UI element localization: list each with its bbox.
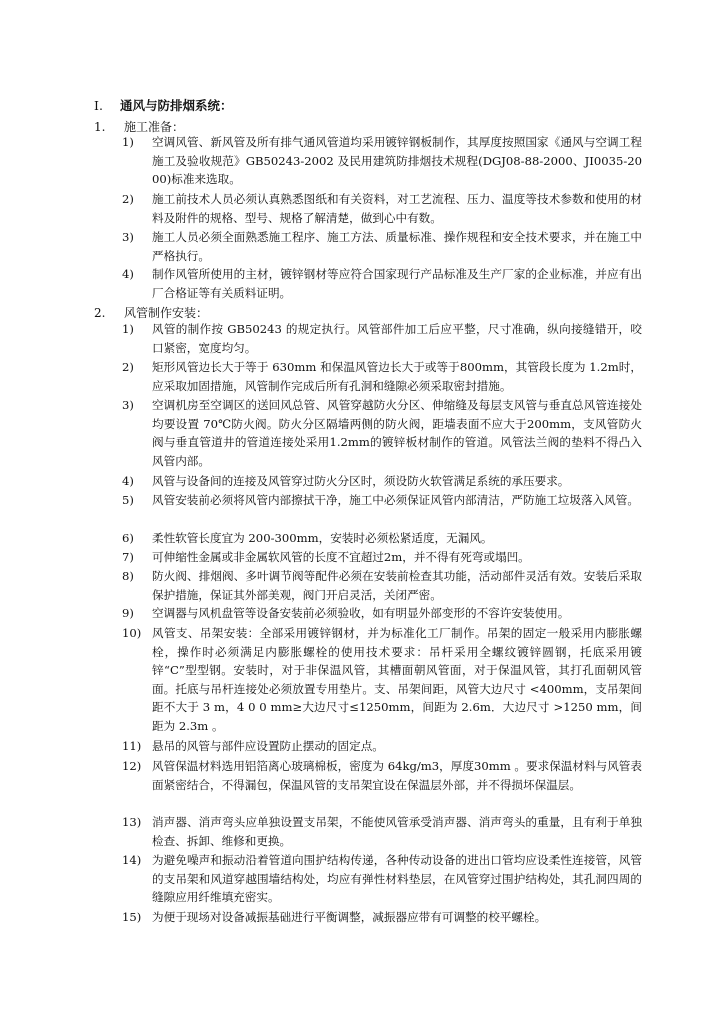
list-item	[122, 491, 642, 510]
item-text: 空调机房至空调区的送回风总管、风管穿越防火分区、伸缩缝及每层支风管与垂直总风管连接处均要设置 70℃防火阀。防火分区隔墙两侧的防火阀，距墙表面不应大于200mm，支风管防火阀与垂直管道井的管道连接处采用1.2mm的镀锌板材制作的管道。风管法兰阀的垫料不得凸入风管内部。	[152, 398, 642, 468]
list-item	[122, 396, 642, 470]
item-number: 3)	[122, 398, 134, 412]
list-item	[122, 472, 642, 491]
list-item	[122, 265, 642, 302]
item-text: 为避免噪声和振动沿着管道向围护结构传递，各种传动设备的进出口管均应设柔性连接管，风管的支吊架和风道穿越围墙结构处，均应有弹性材料垫层，在风管穿过围护结构处，其孔洞四周的缝隙应用纤维填充密实。	[152, 853, 642, 905]
list-item	[122, 567, 642, 604]
item-number: 4)	[122, 474, 134, 488]
item-number: 12)	[122, 759, 142, 773]
list-item	[122, 133, 642, 189]
item-text: 施工人员必须全面熟悉施工程序、施工方法、质量标准、操作规程和安全技术要求，并在施工中严格执行。	[152, 230, 642, 263]
subsection-label: 风管制作安装：	[124, 306, 209, 320]
item-text: 风管与设备间的连接及风管穿过防火分区时，须设防火软管满足系统的承压要求。	[152, 474, 570, 488]
item-number: 1)	[122, 322, 134, 336]
item-number: 2)	[122, 192, 134, 206]
item-text: 风管安装前必须将风管内部擦拭干净，施工中必须保证风管内部清洁，严防施工垃圾落入风管。	[152, 493, 639, 507]
item-number: 1)	[122, 135, 134, 149]
item-text: 消声器、消声弯头应单独设置支吊架，不能使风管承受消声器、消声弯头的重量，且有利于单独检查、拆卸、维修和更换。	[152, 815, 642, 848]
subsection-label: 施工准备：	[124, 120, 185, 134]
subsection-number: 1.	[94, 120, 106, 134]
item-number: 14)	[122, 853, 142, 867]
item-text: 风管支、吊架安装：全部采用镀锌钢材，并为标准化工厂制作。吊架的固定一般采用内膨胀螺栓，操作时必须满足内膨胀螺栓的使用技术要求：吊杆采用全螺纹镀锌圆钢，托底采用镀锌“C”型型钢。安装时，对于非保温风管，其槽面朝风管面，对于保温风管，其打孔面朝风管面。托底与吊杆连接处必须放置专用垫片。支、吊架间距，风管大边尺寸 <400mm，支吊架间距不大于 3 m，4 0 0 mm≥大边尺寸≤1250mm，间距为 2.6m．大边尺寸 >1250 mm，间距为 2.3m 。	[152, 626, 642, 733]
item-number: 10)	[122, 626, 142, 640]
list-item	[122, 548, 642, 567]
item-text: 防火阀、排烟阀、多叶调节阀等配件必须在安装前检查其功能，活动部件灵活有效。安装后采取保护措施，保证其外部美观，阀门开启灵活，关闭严密。	[152, 569, 642, 602]
item-text: 施工前技术人员必须认真熟悉图纸和有关资料，对工艺流程、压力、温度等技术参数和使用的材料及附件的规格、型号、规格了解清楚，做到心中有数。	[152, 192, 642, 225]
item-text: 风管保温材料选用铝箔离心玻璃棉板，密度为 64kg/m3，厚度30mm 。要求保温材料与风管表面紧密结合，不得漏包，保温风管的支吊架宜设在保温层外部，并不得损坏保温层。	[152, 759, 642, 792]
item-number: 7)	[122, 550, 134, 564]
item-text: 悬吊的风管与部件应设置防止摆动的固定点。	[152, 739, 384, 753]
list-item	[122, 529, 642, 548]
list-item	[122, 624, 642, 736]
heading-number: I.	[94, 98, 103, 113]
list-item	[122, 604, 642, 623]
list-item	[122, 358, 642, 395]
list-item	[122, 228, 642, 265]
section-heading	[94, 96, 233, 114]
list-item	[122, 757, 642, 794]
item-text: 矩形风管边长大于等于 630mm 和保温风管边长大于或等于800mm，其管段长度为 1.2m时，应采取加固措施，风管制作完成后所有孔洞和缝隙必须采取密封措施。	[152, 360, 642, 393]
item-text: 制作风管所使用的主材，镀锌钢材等应符合国家现行产品标准及生产厂家的企业标准，并应有出厂合格证等有关质料证明。	[152, 267, 642, 300]
list-item	[122, 813, 642, 850]
list-item	[122, 908, 642, 927]
heading-text: 通风与防排烟系统：	[120, 98, 233, 113]
item-number: 13)	[122, 815, 142, 829]
list-item	[122, 737, 642, 756]
item-number: 3)	[122, 230, 134, 244]
item-text: 可伸缩性金属或非金属软风管的长度不宜超过2m，并不得有死弯或塌凹。	[152, 550, 530, 564]
item-number: 2)	[122, 360, 134, 374]
subsection-number: 2.	[94, 306, 106, 320]
item-number: 9)	[122, 606, 134, 620]
subsection-title	[94, 304, 208, 321]
item-number: 8)	[122, 569, 134, 583]
list-item	[122, 851, 642, 907]
item-text: 风管的制作按 GB50243 的规定执行。风管部件加工后应平整，尺寸准确，纵向接缝错开，咬口紧密，宽度均匀。	[152, 322, 642, 355]
list-item	[122, 320, 642, 357]
item-number: 15)	[122, 910, 142, 924]
item-number: 11)	[122, 739, 142, 753]
item-text: 空调器与风机盘管等设备安装前必须验收，如有明显外部变形的不容许安装使用。	[152, 606, 570, 620]
item-number: 4)	[122, 267, 134, 281]
item-number: 6)	[122, 531, 134, 545]
item-text: 空调风管、新风管及所有排气通风管道均采用镀锌钢板制作，其厚度按照国家《通风与空调工程施工及验收规范》GB50243-2002 及民用建筑防排烟技术规程(DGJ08-88-2000、JI0035-2000)标准来选取。	[152, 135, 642, 187]
item-number: 5)	[122, 493, 134, 507]
item-text: 为便于现场对设备减振基础进行平衡调整，减振器应带有可调整的校平螺栓。	[152, 910, 547, 924]
list-item	[122, 190, 642, 227]
item-text: 柔性软管长度宜为 200-300mm，安装时必须松紧适度，无漏风。	[152, 531, 493, 545]
